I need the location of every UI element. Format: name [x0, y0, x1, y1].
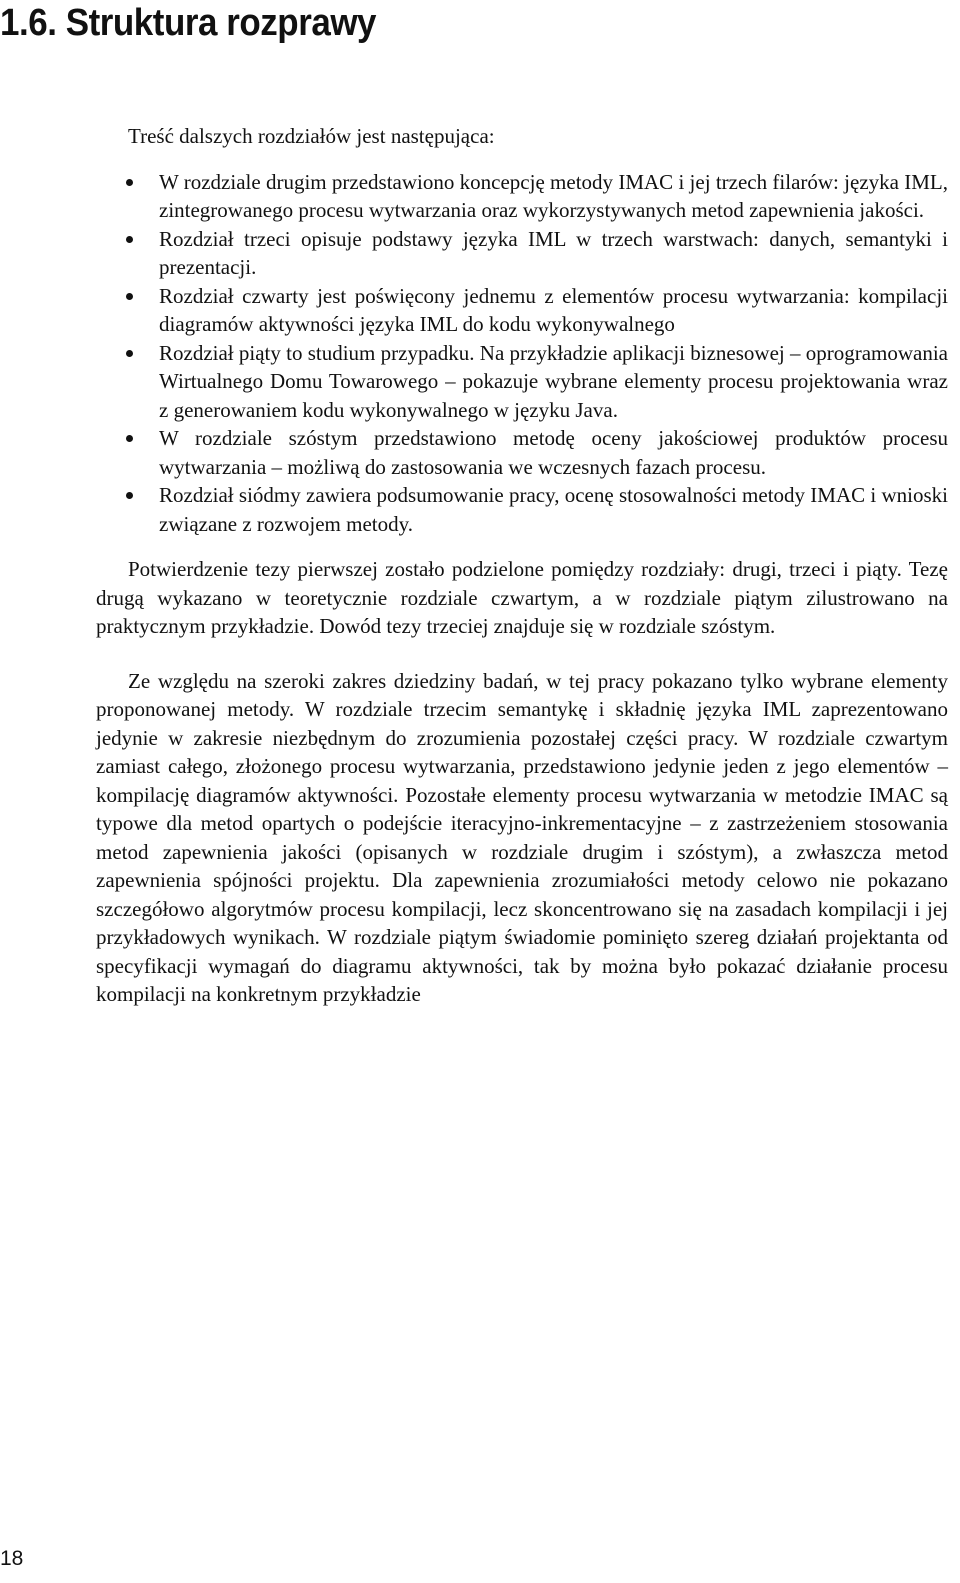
- list-item: Rozdział trzeci opisuje podstawy języka IML w trzech warstwach: danych, semantyki i prezentacji.: [159, 225, 948, 282]
- section-title: 1.6. Struktura rozprawy: [0, 2, 377, 44]
- list-item: Rozdział siódmy zawiera podsumowanie pracy, ocenę stosowalności metody IMAC i wnioski związane z rozwojem metody.: [159, 481, 948, 538]
- list-item: Rozdział czwarty jest poświęcony jednemu z elementów procesu wytwarzania: kompilacji diagramów aktywności języka IML do kodu wykonywalnego: [159, 282, 948, 339]
- intro-text: Treść dalszych rozdziałów jest następująca:: [128, 124, 495, 148]
- section-body: [96, 122, 948, 1009]
- list-item: W rozdziale drugim przedstawiono koncepcję metody IMAC i jej trzech filarów: języka IML, zintegrowanego procesu wytwarzania oraz wykorzystywanych metod zapewnienia jakości.: [159, 168, 948, 225]
- paragraph-scope: Ze względu na szeroki zakres dziedziny badań, w tej pracy pokazano tylko wybrane elementy proponowanej metody. W rozdziale trzecim semantykę i składnię języka IML zaprezentowano jedynie w zakresie niezbędnym do zrozumienia pozostałej części pracy. W rozdziale czwartym zamiast całego, złożonego procesu wytwarzania, przedstawiono jedynie jeden z jego elementów – kompilację diagramów aktywności. Pozostałe elementy procesu wytwarzania w metodzie IMAC są typowe dla metod opartych o podejście iteracyjno-inkrementacyjne – z zastrzeżeniem stosowania metod zapewnienia jakości (opisanych w rozdziale drugim i szóstym), a zwłaszcza metod zapewnienia spójności projektu. Dla zapewnienia zrozumiałości metody celowo nie pokazano szczegółowo algorytmów procesu kompilacji, lecz skoncentrowano się na zasadach kompilacji i jej przykładowych wynikach. W rozdziale piątym świadomie pominięto szereg działań projektanta od specyfikacji wymagań do diagramu aktywności, tak by można było pokazać działanie procesu kompilacji na konkretnym przykładzie: [96, 668, 948, 1006]
- page-number: 18: [0, 1547, 24, 1570]
- list-item: W rozdziale szóstym przedstawiono metodę oceny jakościowej produktów procesu wytwarzania – możliwą do zastosowania we wczesnych fazach procesu.: [159, 424, 948, 481]
- chapter-list: [96, 168, 948, 539]
- list-item: Rozdział piąty to studium przypadku. Na przykładzie aplikacji biznesowej – oprogramowania Wirtualnego Domu Towarowego – pokazuje wybrane elementy procesu projektowania wraz z generowaniem kodu wykonywalnego w języku Java.: [159, 339, 948, 425]
- paragraph-thesis-proof: Potwierdzenie tezy pierwszej zostało podzielone pomiędzy rozdziały: drugi, trzeci i piąty. Tezę drugą wykazano w teoretycznie rozdziale czwartym, a w rozdziale piątym zilustrowano na praktycznym przykładzie. Dowód tezy trzeciej znajduje się w rozdziale szóstym.: [96, 557, 948, 638]
